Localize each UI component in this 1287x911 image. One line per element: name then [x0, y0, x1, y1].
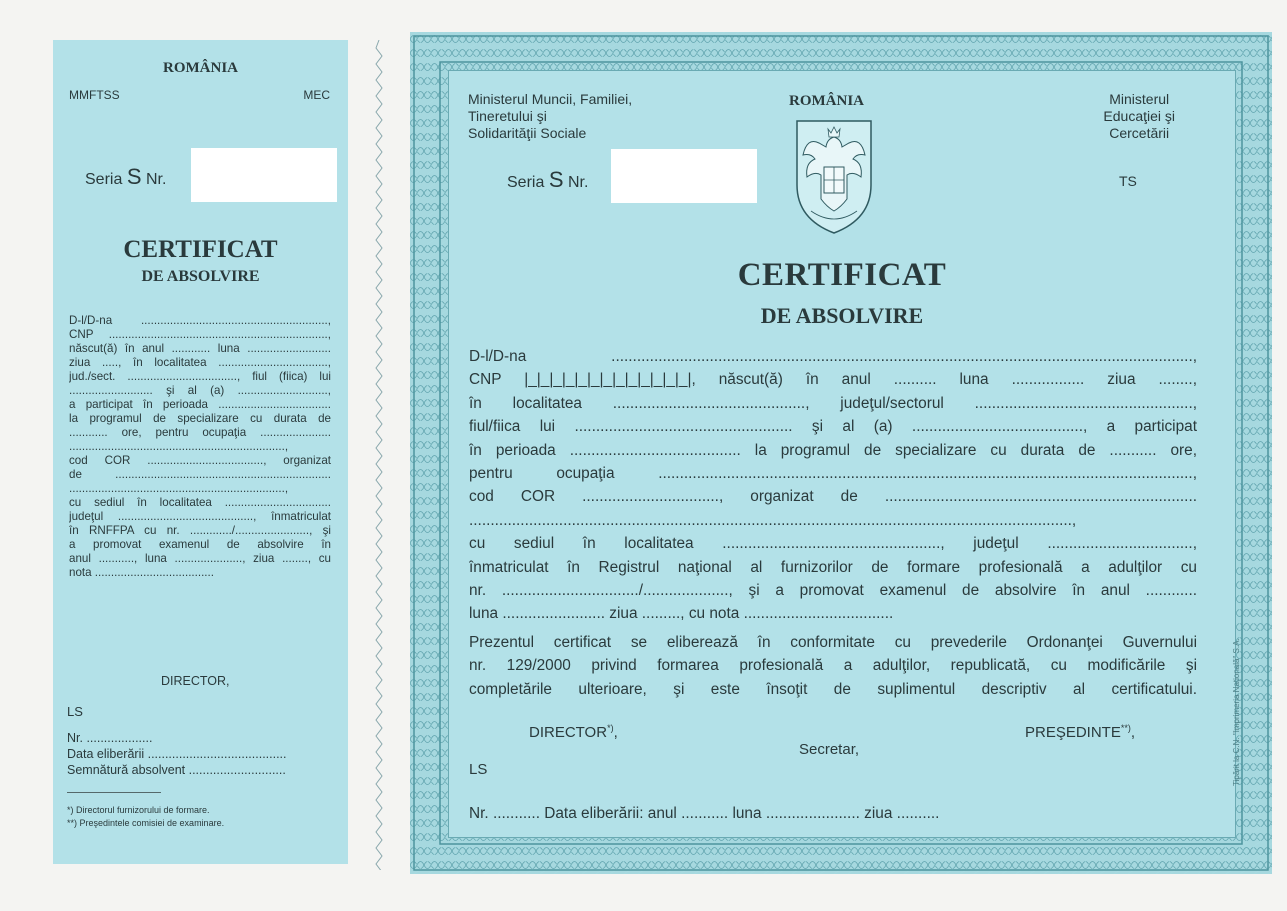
stub-line: D-l/D-na .........................................................., [69, 314, 331, 327]
stub-line: jud./sect. .................................., fiul (fiica) lui [69, 370, 331, 383]
stub-line: cod COR ...................................., organizat [69, 454, 331, 467]
country-heading: ROMÂNIA [789, 93, 864, 109]
printer-imprint: Tipărit la C.N. "Imprimeria Naţională" S.A. [1232, 638, 1241, 786]
stub-issue-line: Data eliberării ........................................ [67, 747, 287, 761]
form-line: luna ........................ ziua ........., cu nota ................................... [469, 605, 894, 623]
stub-subtitle: DE ABSOLVIRE [141, 268, 260, 285]
director-signature-label: DIRECTOR*), [529, 723, 618, 741]
stub-footnote: *) Directorul furnizorului de formare. [67, 805, 210, 815]
form-line: nr. ................................/...................., şi a promovat examenul de absolvire în anul ............ [469, 582, 1197, 600]
stub-footnote: **) Preşedintele comisiei de examinare. [67, 818, 225, 828]
coat-of-arms-icon [791, 115, 877, 237]
stub-director-label: DIRECTOR, [161, 674, 230, 688]
stub-issue-line: Nr. ................... [67, 731, 153, 745]
president-footnote-mark: **) [1120, 723, 1131, 733]
stub-footnote-rule [67, 792, 161, 793]
stub-line: CNP ...................................................................., [69, 328, 331, 341]
stub-line: născut(ă) în anul ............ luna .......................... [69, 342, 331, 355]
ministry-labor-line: Tineretului şi [468, 108, 547, 124]
stub-line: a participat în perioada ................................... [69, 398, 331, 411]
seria-letter: S [548, 167, 564, 192]
stub-ministry-right: MEC [303, 88, 330, 102]
president-label: PREŞEDINTE [1025, 724, 1121, 741]
ministry-education-line: Ministerul [1109, 91, 1170, 107]
stub-line: nota ..................................... [69, 566, 214, 579]
ministry-labor-line: Solidarităţii Sociale [468, 125, 587, 141]
legal-paragraph-line: Prezentul certificat se eliberează în conformitate cu prevederile Ordonanţei Guvernului [469, 634, 1197, 651]
ministry-labor-line: Ministerul Muncii, Familiei, [468, 91, 633, 107]
stub-line: cu sediul în localitatea ................................. [69, 496, 331, 509]
stub-line: la programul de specializare cu durata de [69, 412, 331, 425]
stub-line: .......................... şi al (a) ............................, [69, 384, 331, 397]
ministry-education-line: Educaţiei şi [1103, 108, 1175, 124]
serial-number-box [611, 149, 757, 203]
ls-seal-label: LS [469, 761, 488, 778]
form-line: înmatriculat în Registrul naţional al furnizorilor de formare profesională a adulţilor cu [469, 558, 1197, 576]
legal-paragraph-line: completările ulterioare, şi este însoţit de suplimentul descriptiv al certificatului. [469, 680, 1197, 698]
stub-line: a promovat examenul de absolvire în [69, 538, 331, 551]
certificate-body [448, 70, 1236, 838]
secretary-signature-label: Secretar, [799, 741, 860, 758]
form-line: pentru ocupaţia ............................................................................................................................., [469, 465, 1197, 483]
certificate-title: CERTIFICAT [737, 257, 947, 293]
perforation-line [368, 40, 390, 870]
stub-line: ............ ore, pentru ocupaţia ...................... [69, 426, 331, 439]
stub-line: ..................................................................., [69, 482, 289, 495]
stub-line: în RNFFPA cu nr. ............./......................., şi [69, 524, 331, 537]
certificate-stub [53, 40, 348, 864]
issue-date-line: Nr. ........... Data eliberării: anul ........... luna ...................... ziua .......... [469, 805, 940, 822]
certificate-subtitle: DE ABSOLVIRE [760, 303, 924, 328]
form-line: cod COR ................................, organizat de ......................................................................... [469, 488, 1197, 506]
form-line: fiul/fiica lui ................................................... şi al (a) ........................................, a participat [469, 418, 1197, 436]
stub-issue-lines [67, 730, 287, 778]
form-line: în localitatea ............................................., judeţul/sectorul ..................................................., [469, 394, 1197, 412]
ts-code: TS [1119, 173, 1137, 189]
director-footnote-mark: *) [607, 723, 614, 733]
stub-title: CERTIFICAT [123, 236, 278, 263]
form-line: în perioada ........................................ la programul de specializare cu durata de ........... ore, [469, 441, 1197, 459]
stub-seria-label: Seria [85, 171, 123, 188]
stub-issue-line: Semnătură absolvent ............................ [67, 763, 286, 777]
stub-serial-number-box [191, 148, 337, 202]
certificate-main [410, 32, 1272, 874]
stub-line: ziua ....., în localitatea .................................., [69, 356, 331, 369]
ministry-education [1103, 91, 1175, 142]
president-signature-label: PREŞEDINTE**), [1025, 723, 1136, 741]
stub-line: judeţul .........................................., înmatriculat [69, 510, 331, 523]
stub-form-lines [69, 314, 331, 580]
stub-footnotes [67, 804, 224, 830]
ministry-education-line: Cercetării [1109, 125, 1170, 141]
legal-paragraph [469, 631, 1197, 701]
ministry-labor [468, 91, 632, 142]
stub-line: ..................................................................., [69, 440, 289, 453]
director-label: DIRECTOR [529, 724, 608, 741]
seria-label: Seria [507, 174, 545, 191]
certificate-form-lines [469, 345, 1197, 626]
stub-ls-label: LS [67, 704, 83, 719]
seria [507, 167, 588, 193]
stub-seria-letter: S [126, 164, 142, 189]
nr-label: Nr. [567, 174, 589, 191]
stub-nr-label: Nr. [145, 171, 167, 188]
stub-line: de ................................................................... [69, 468, 331, 481]
form-line: CNP |_|_|_|_|_|_|_|_|_|_|_|_|_|, născut(ă) în anul .......... luna ................. ziua ........, [469, 371, 1197, 389]
stub-seria [85, 164, 166, 190]
form-line: D-l/D-na ........................................................................................................................................, [469, 348, 1197, 365]
form-line: ............................................................................................................................................., [469, 511, 1077, 529]
stub-line: anul ..........., luna ....................., ziua ........, cu [69, 552, 331, 565]
form-line: cu sediul în localitatea ..................................................., judeţul .................................., [469, 535, 1197, 553]
legal-paragraph-line: nr. 129/2000 privind formarea profesională a adulţilor, republicată, cu modificările şi [469, 657, 1197, 675]
stub-country: ROMÂNIA [163, 60, 238, 76]
stub-ministry-left: MMFTSS [69, 88, 120, 102]
